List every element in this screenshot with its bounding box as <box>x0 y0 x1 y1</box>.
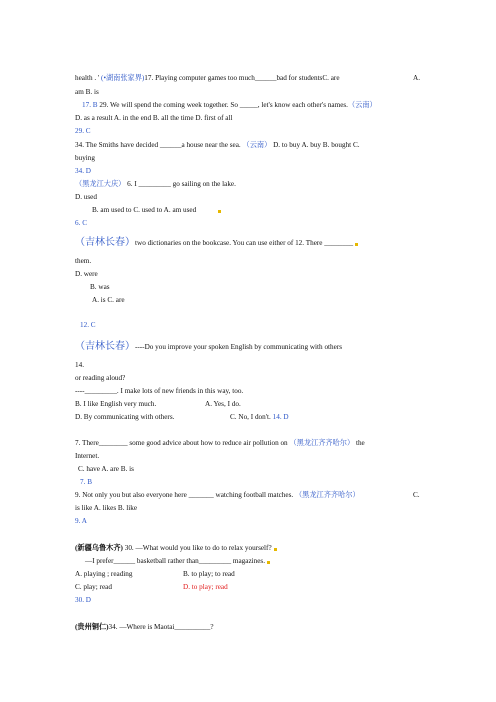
text: the <box>355 439 365 447</box>
text-line: C. play; read <box>75 583 112 591</box>
text: two dictionaries on the bookcase. You can use either of 12. There ________ <box>135 239 354 247</box>
bookmark-marker <box>267 561 270 564</box>
text-line: is like A. likes B. like <box>75 504 138 512</box>
source-label: （云南） <box>347 101 377 109</box>
text-line: ----_________. I make lots of new friends in this way, too. <box>75 387 244 395</box>
source-label: (•湖南张家界) <box>101 74 145 82</box>
text: A. <box>413 74 420 82</box>
text-line: buying <box>75 154 95 162</box>
text-line: B. I like English very much. <box>75 400 157 408</box>
answer-label: 14. D <box>272 413 289 421</box>
answer-label: 34. D <box>75 167 91 175</box>
text-line <box>75 623 214 632</box>
text: 9. Not only you but also everyone here _______ watching football matches. <box>75 491 294 499</box>
text: 6. I _________ go sailing on the lake. <box>127 180 236 188</box>
text-line: or reading aloud? <box>75 374 126 382</box>
text: 7. There________ some good advice about how to reduce air pollution on <box>75 439 288 447</box>
source-label: （吉林长春） <box>75 237 135 248</box>
text-line: Internet. <box>75 452 100 460</box>
source-label: （黑龙江齐齐哈尔） <box>289 439 355 447</box>
text-line <box>75 237 358 250</box>
text-line <box>75 180 236 189</box>
text-line: D. were <box>75 270 98 278</box>
text: —I prefer______ basketball rather than_________ magazines. <box>85 557 266 565</box>
answer-label: 7. B <box>80 478 92 486</box>
text: health . ' <box>75 74 102 82</box>
text: 30. —What would you like to do to relax yourself? <box>124 544 272 552</box>
text-line: C. have A. are B. is <box>78 465 134 473</box>
text-line: D. as a result A. in the end B. all the time D. first of all <box>75 114 233 122</box>
text-line: A. playing ; reading <box>75 570 133 578</box>
text-line <box>85 557 270 566</box>
text: A. Yes, I do. <box>205 400 241 408</box>
text: 34. —Where is Maotai__________? <box>108 623 214 631</box>
text-line <box>92 206 221 215</box>
text-line <box>75 491 360 500</box>
text: 29. We will spend the coming week together. So _____, let's know each other's names. <box>99 101 348 109</box>
text: B. am used to C. used to A. am used <box>92 206 197 214</box>
answer-label: 17. B <box>82 101 98 109</box>
text-line: B. was <box>90 283 110 291</box>
text: C. No, I don't. <box>230 413 271 421</box>
text-line <box>82 101 377 110</box>
source-label: （云南） <box>242 141 272 149</box>
text-line: am B. is <box>75 88 99 96</box>
source-label: (贵州铜仁) <box>75 623 109 631</box>
text-line <box>75 544 277 553</box>
text-line: D. used <box>75 193 97 201</box>
source-label: （黑龙江齐齐哈尔） <box>294 491 360 499</box>
text <box>230 413 289 422</box>
answer-label: 9. A <box>75 517 87 525</box>
text-line <box>75 341 342 354</box>
text-line: them. <box>75 257 92 265</box>
answer-label: 12. C <box>80 321 96 329</box>
text: 34. The Smiths have decided ______a house near the sea. <box>75 141 241 149</box>
text: B. to play; to read <box>183 570 235 578</box>
source-label: （吉林长春） <box>75 341 135 352</box>
bookmark-marker <box>274 548 277 551</box>
text-line: 14. <box>75 361 84 369</box>
source-label: (新疆乌鲁木齐) <box>75 544 123 552</box>
bookmark-marker <box>218 210 221 213</box>
source-label: （黑龙江大庆） <box>75 180 126 188</box>
highlighted-option: D. to play; read <box>183 583 228 591</box>
text: C. <box>413 491 420 499</box>
bookmark-marker <box>355 243 358 246</box>
answer-label: 30. D <box>75 596 91 604</box>
text-line: A. is C. are <box>92 296 125 304</box>
text-line: D. By communicating with others. <box>75 413 175 421</box>
answer-label: 29. C <box>75 127 91 135</box>
text: ----Do you improve your spoken English by communicating with others <box>135 343 343 351</box>
text-line <box>75 141 360 150</box>
answer-label: 6. C <box>75 219 87 227</box>
text: D. to buy A. buy B. bought C. <box>273 141 360 149</box>
text-line <box>75 439 365 448</box>
text-line <box>75 74 340 83</box>
text: 17. Playing computer games too much______bad for studentsC. are <box>144 74 340 82</box>
